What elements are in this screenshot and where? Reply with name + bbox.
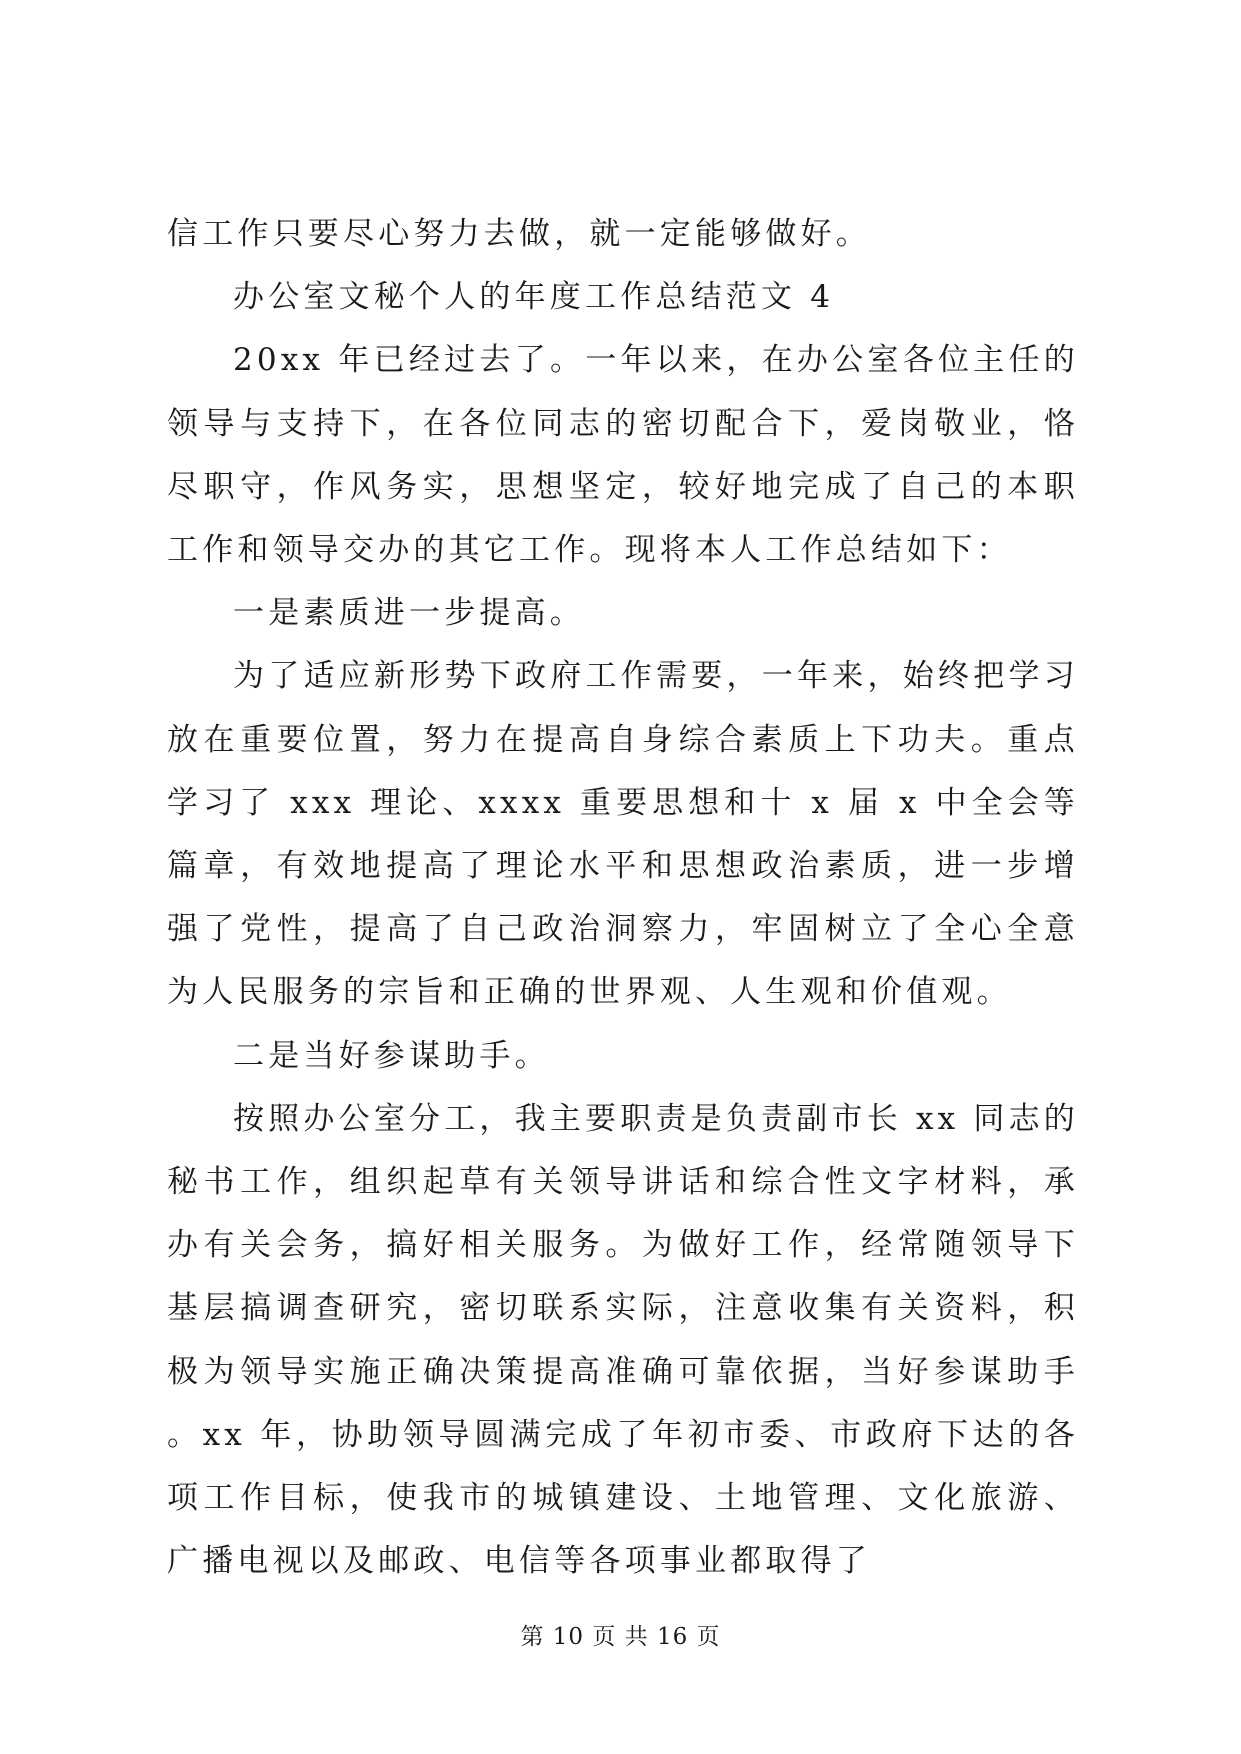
- paragraph-continuation: 信工作只要尽心努力去做，就一定能够做好。: [167, 216, 871, 252]
- paragraph-study: 为了适应新形势下政府工作需要，一年来，始终把学习放在重要位置，努力在提高自身综合素质上下功夫。重点学习了 xxx 理论、xxxx 重要思想和十 x 届 x 中全会等篇章，有效地提高了理论水平和思想政治素质，进一步增强了党性，提高了自己政治洞察力，牢固树立了全心全意为人民服务的宗旨和正确的世界观、人生观和价值观。: [167, 658, 1079, 1011]
- subheading-assistant: 二是当好参谋助手。: [233, 1037, 550, 1074]
- section-heading: 办公室文秘个人的年度工作总结范文 4: [233, 279, 835, 316]
- subheading-quality: 一是素质进一步提高。: [233, 595, 585, 632]
- paragraph-duties: 按照办公室分工，我主要职责是负责副市长 xx 同志的秘书工作，组织起草有关领导讲话和综合性文字材料，承办有关会务，搞好相关服务。为做好工作，经常随领导下基层搞调查研究，密切联系实际，注意收集有关资料，积极为领导实施正确决策提高准确可靠依据，当好参谋助手。xx 年，协助领导圆满完成了年初市委、市政府下达的各项工作目标，使我市的城镇建设、土地管理、文化旅游、广播电视以及邮政、电信等各项事业都取得了: [167, 1100, 1079, 1580]
- document-body: [167, 203, 1079, 1593]
- paragraph-intro: 20xx 年已经过去了。一年以来，在办公室各位主任的领导与支持下，在各位同志的密切配合下，爱岗敬业，恪尽职守，作风务实，思想坚定，较好地完成了自己的本职工作和领导交办的其它工作。现将本人工作总结如下：: [167, 342, 1079, 569]
- page-number-footer: 第 10 页 共 16 页: [520, 1624, 721, 1650]
